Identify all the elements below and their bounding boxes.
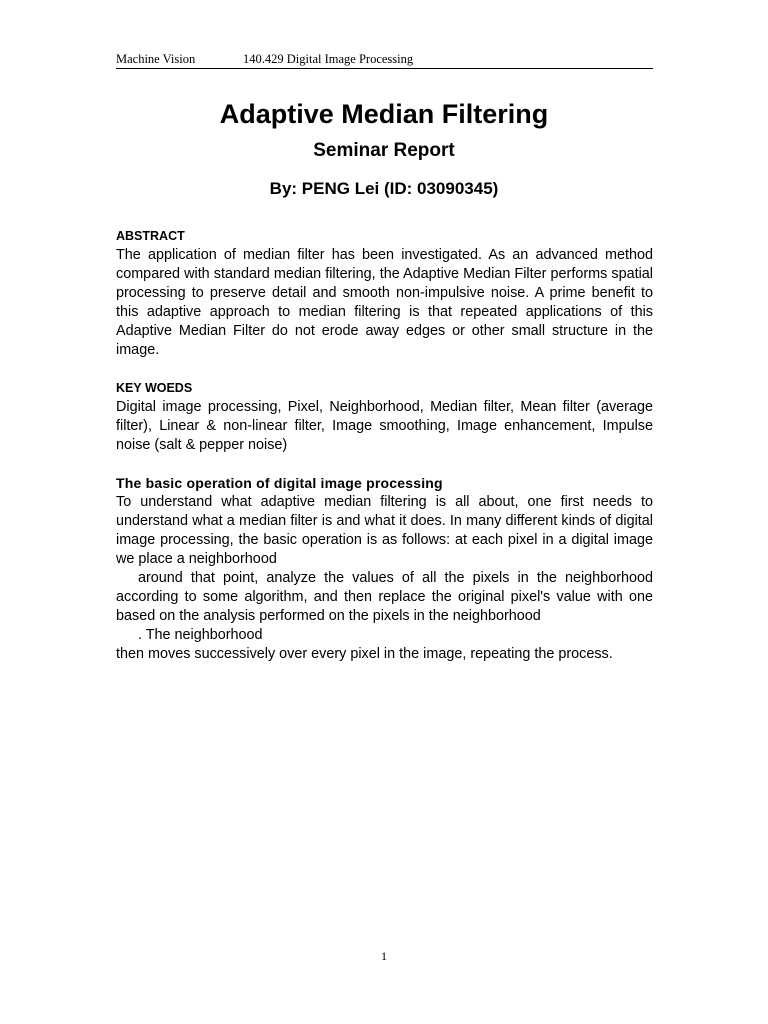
header-course-title: 140.429 Digital Image Processing <box>243 52 414 66</box>
abstract-text: The application of median filter has been investigated. As an advanced method compared with standard median filtering, the Adaptive Median Filter performs spatial processing to preserve detail and smooth non-impulsive noise. A prime benefit to this adaptive approach to median filtering is that repeated applications of this Adaptive Median Filter do not erode away edges or other small structure in the image. <box>116 247 653 358</box>
section-paragraph-2 <box>116 569 653 626</box>
section-paragraph-4: then moves successively over every pixel in the image, repeating the process. <box>116 646 613 662</box>
section-paragraph-1: To understand what adaptive median filtering is all about, one first needs to understand what a median filter is and what it does. In many different kinds of digital image processing, the basic operation is as follows: at each pixel in a digital image we place a neighborhood <box>116 494 653 567</box>
paper-subtitle: Seminar Report <box>313 140 455 161</box>
section-paragraph-3 <box>116 626 653 645</box>
paper-title: Adaptive Median Filtering <box>219 99 549 129</box>
section-paragraph-2-text: around that point, analyze the values of all the pixels in the neighborhood according to some algorithm, and then replace the original pixel's value with one based on the analysis performed on the pixels in the neighborhood <box>116 570 653 624</box>
section-gap <box>116 455 653 474</box>
header-course-area: Machine Vision <box>116 52 196 66</box>
section-paragraph-3-text: . The neighborhood <box>138 627 263 643</box>
section-heading: The basic operation of digital image processing <box>116 475 443 491</box>
page-number: 1 <box>381 949 387 963</box>
paper-author: By: PENG Lei (ID: 03090345) <box>269 179 499 198</box>
keywords-heading: KEY WOEDS <box>116 381 193 395</box>
paper-body <box>116 227 653 664</box>
section-gap <box>116 360 653 379</box>
keywords-text: Digital image processing, Pixel, Neighborhood, Median filter, Mean filter (average filter), Linear & non-linear filter, Image smoothing, Image enhancement, Impulse noise (salt & pepper noise) <box>116 399 653 453</box>
header-rule <box>116 68 653 69</box>
running-header <box>116 51 653 67</box>
abstract-heading: ABSTRACT <box>116 229 185 243</box>
